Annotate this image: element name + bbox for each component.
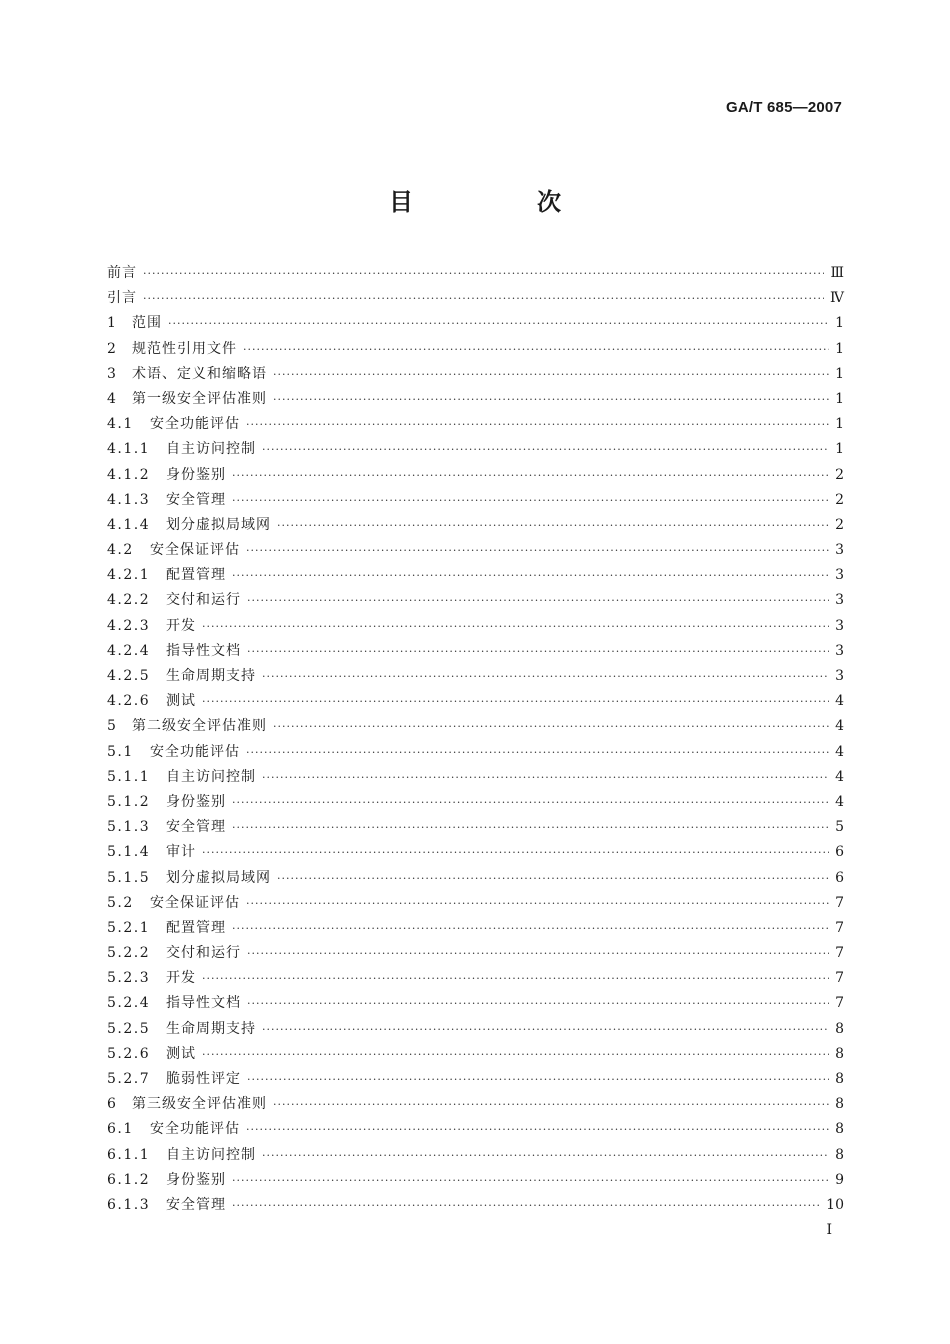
toc-entry-number: 5.2.5 — [107, 1020, 151, 1037]
toc-entry-title: 安全保证评估 — [150, 542, 240, 559]
toc-entry[interactable] — [107, 664, 844, 689]
toc-leader-dots — [262, 664, 829, 689]
standard-code: GA/T 685—2007 — [726, 99, 842, 116]
toc-leader-dots — [262, 437, 829, 462]
toc-entry-page: 8 — [835, 1096, 844, 1113]
toc-entry-label — [107, 815, 226, 840]
toc-entry-label — [107, 614, 196, 639]
toc-entry-title: 开发 — [166, 617, 196, 634]
toc-entry-label — [107, 991, 241, 1016]
toc-leader-dots — [247, 588, 829, 613]
toc-entry-page: 8 — [835, 1045, 844, 1062]
toc-entry-title: 安全功能评估 — [150, 1121, 240, 1138]
toc-entry-page: 7 — [835, 894, 844, 911]
toc-entry-number: 5.2.7 — [107, 1071, 151, 1087]
toc-entry-title: 第三级安全评估准则 — [132, 1096, 267, 1113]
toc-entry-page: 8 — [835, 1121, 844, 1138]
toc-entry-label — [107, 740, 240, 765]
toc-leader-dots — [232, 463, 829, 488]
toc-entry-title: 安全管理 — [166, 819, 226, 836]
toc-leader-dots — [247, 941, 829, 966]
toc-entry-title: 自主访问控制 — [166, 768, 256, 785]
toc-entry-title: 第二级安全评估准则 — [132, 718, 267, 735]
toc-leader-dots — [232, 790, 829, 815]
toc-leader-dots — [273, 714, 829, 739]
toc-entry-number: 5.1.1 — [107, 768, 151, 785]
toc-entry-number: 4.2.6 — [107, 693, 151, 710]
toc-entry-title: 身份鉴别 — [166, 793, 226, 810]
toc-entry-label — [107, 286, 137, 311]
toc-entry-title: 脆弱性评定 — [166, 1071, 241, 1087]
toc-entry-title: 术语、定义和缩略语 — [132, 365, 267, 382]
toc-entry-label — [107, 387, 267, 412]
toc-entry-number: 5.2.2 — [107, 945, 151, 962]
toc-entry-label — [107, 488, 226, 513]
toc-entry-page: 3 — [835, 542, 844, 559]
toc-entry-label — [107, 337, 237, 362]
toc-entry-title: 安全功能评估 — [150, 416, 240, 433]
toc-entry-page: 1 — [835, 340, 844, 357]
toc-entry-label — [107, 639, 241, 664]
toc-entry-title: 测试 — [166, 693, 196, 710]
toc-entry-label — [107, 866, 271, 891]
toc-leader-dots — [232, 1168, 829, 1193]
toc-entry-page: 4 — [835, 693, 844, 710]
toc-entry-number: 4.1.4 — [107, 516, 151, 533]
toc-entry-title: 安全功能评估 — [150, 743, 240, 760]
toc-entry-title: 身份鉴别 — [166, 1171, 226, 1188]
toc-leader-dots — [273, 362, 829, 387]
toc-entry[interactable] — [107, 412, 844, 437]
toc-leader-dots — [246, 538, 829, 563]
toc-entry-label — [107, 790, 226, 815]
toc-entry-page: 4 — [835, 793, 844, 810]
toc-entry-title: 生命周期支持 — [166, 668, 256, 684]
toc-entry[interactable] — [107, 1067, 844, 1092]
toc-entry-title: 前言 — [107, 265, 137, 281]
toc-entry-number: 6.1.3 — [107, 1196, 151, 1213]
toc-entry-page: 7 — [835, 945, 844, 962]
toc-leader-dots — [273, 387, 829, 412]
toc-leader-dots — [202, 840, 829, 865]
toc-leader-dots — [202, 966, 829, 991]
toc-entry-page: 9 — [835, 1171, 844, 1188]
toc-leader-dots — [247, 1067, 829, 1092]
toc-entry-page: 6 — [835, 844, 844, 861]
toc-entry-number: 4.1.1 — [107, 441, 151, 458]
toc-entry-number: 5.2.3 — [107, 970, 151, 987]
toc-entry-number: 5.2.4 — [107, 995, 151, 1012]
toc-entry-label — [107, 1117, 240, 1142]
toc-entry[interactable] — [107, 639, 844, 664]
toc-entry-label — [107, 689, 196, 714]
toc-entry-label — [107, 891, 240, 916]
toc-leader-dots — [232, 916, 829, 941]
toc-entry[interactable] — [107, 840, 844, 865]
toc-entry-number: 5.1.5 — [107, 869, 151, 886]
toc-entry[interactable] — [107, 740, 844, 765]
toc-entry-label — [107, 1193, 226, 1218]
toc-entry-page: 2 — [835, 466, 844, 483]
toc-entry[interactable] — [107, 1017, 844, 1042]
toc-entry-title: 引言 — [107, 290, 137, 307]
toc-entry-label — [107, 538, 240, 563]
toc-entry-label — [107, 1042, 196, 1067]
toc-entry-page: 7 — [835, 919, 844, 936]
toc-entry-title: 配置管理 — [166, 567, 226, 584]
toc-entry-number: 6.1 — [107, 1121, 134, 1138]
toc-entry-label — [107, 563, 226, 588]
toc-entry-title: 划分虚拟局域网 — [166, 869, 271, 886]
table-of-contents — [107, 261, 844, 1218]
toc-entry[interactable] — [107, 538, 844, 563]
toc-leader-dots — [246, 1117, 829, 1142]
toc-entry-label — [107, 840, 196, 865]
toc-entry-title: 配置管理 — [166, 919, 226, 936]
toc-entry[interactable] — [107, 362, 844, 387]
toc-entry[interactable] — [107, 991, 844, 1016]
toc-entry-number: 4.2.5 — [107, 668, 151, 684]
toc-entry-page: 2 — [835, 516, 844, 533]
toc-entry-number: 5.2.1 — [107, 919, 151, 936]
toc-entry-number: 5 — [107, 718, 118, 735]
toc-entry-label — [107, 941, 241, 966]
toc-entry-number: 5.1 — [107, 743, 134, 760]
toc-entry[interactable] — [107, 261, 844, 286]
toc-entry-page: 7 — [835, 995, 844, 1012]
toc-leader-dots — [202, 689, 829, 714]
toc-entry-number: 1 — [107, 315, 118, 332]
toc-leader-dots — [143, 286, 824, 311]
toc-entry[interactable] — [107, 765, 844, 790]
toc-entry[interactable] — [107, 387, 844, 412]
toc-entry-label — [107, 1092, 267, 1117]
toc-leader-dots — [277, 866, 829, 891]
toc-entry-number: 6.1.2 — [107, 1171, 151, 1188]
toc-entry-page: 8 — [835, 1020, 844, 1037]
toc-leader-dots — [232, 815, 829, 840]
toc-entry[interactable] — [107, 916, 844, 941]
toc-entry-number: 4.2 — [107, 542, 134, 559]
toc-leader-dots — [246, 412, 829, 437]
toc-leader-dots — [262, 765, 829, 790]
toc-entry-page: 1 — [835, 390, 844, 407]
toc-leader-dots — [262, 1143, 829, 1168]
toc-leader-dots — [232, 563, 829, 588]
page-title: 目 次 — [389, 188, 611, 216]
toc-entry-page: 2 — [835, 491, 844, 508]
toc-leader-dots — [247, 639, 829, 664]
toc-entry[interactable] — [107, 866, 844, 891]
toc-leader-dots — [246, 891, 829, 916]
toc-entry-number: 5.2.6 — [107, 1045, 151, 1062]
toc-entry-number: 3 — [107, 365, 118, 382]
toc-entry[interactable] — [107, 563, 844, 588]
toc-entry-page: 4 — [835, 743, 844, 760]
toc-entry-page: 3 — [835, 642, 844, 659]
toc-entry[interactable] — [107, 311, 844, 336]
toc-entry-title: 范围 — [132, 315, 162, 332]
toc-entry-title: 自主访问控制 — [166, 1146, 256, 1163]
toc-entry-number: 5.1.3 — [107, 819, 151, 836]
toc-entry-title: 身份鉴别 — [166, 466, 226, 483]
toc-entry[interactable] — [107, 337, 844, 362]
toc-entry-number: 4.2.3 — [107, 617, 151, 634]
toc-entry-number: 4.2.2 — [107, 592, 151, 609]
toc-entry-title: 开发 — [166, 970, 196, 987]
toc-entry-label — [107, 588, 241, 613]
toc-entry-page: 4 — [835, 718, 844, 735]
toc-entry-number: 5.1.2 — [107, 793, 151, 810]
toc-entry-label — [107, 1017, 256, 1042]
toc-entry-title: 规范性引用文件 — [132, 340, 237, 357]
toc-entry[interactable] — [107, 1117, 844, 1142]
toc-entry[interactable] — [107, 815, 844, 840]
toc-entry-number: 4.2.1 — [107, 567, 151, 584]
toc-entry-number: 4.1.2 — [107, 466, 151, 483]
toc-entry-page: 10 — [826, 1196, 844, 1213]
toc-entry-title: 交付和运行 — [166, 945, 241, 962]
toc-entry-page: 3 — [835, 592, 844, 609]
toc-entry-number: 4.2.4 — [107, 642, 151, 659]
toc-entry-label — [107, 714, 267, 739]
toc-entry-label — [107, 463, 226, 488]
toc-entry-title: 生命周期支持 — [166, 1020, 256, 1037]
toc-entry-number: 6 — [107, 1096, 118, 1113]
toc-entry[interactable] — [107, 286, 844, 311]
toc-leader-dots — [202, 614, 829, 639]
toc-leader-dots — [243, 337, 829, 362]
toc-entry[interactable] — [107, 588, 844, 613]
toc-entry-label — [107, 664, 256, 689]
toc-entry[interactable] — [107, 463, 844, 488]
toc-entry-label — [107, 437, 256, 462]
toc-entry-page: 6 — [835, 869, 844, 886]
toc-entry-number: 4.1.3 — [107, 491, 151, 508]
toc-entry[interactable] — [107, 1092, 844, 1117]
toc-entry-page: 4 — [835, 768, 844, 785]
toc-entry-label — [107, 765, 256, 790]
toc-entry-title: 交付和运行 — [166, 592, 241, 609]
toc-entry-number: 5.1.4 — [107, 844, 151, 861]
toc-entry-label — [107, 513, 271, 538]
toc-leader-dots — [277, 513, 829, 538]
toc-entry-page: 3 — [835, 567, 844, 584]
toc-entry[interactable] — [107, 966, 844, 991]
toc-entry-page: 1 — [835, 315, 844, 332]
page-number: I — [826, 1222, 832, 1238]
toc-leader-dots — [273, 1092, 829, 1117]
toc-entry[interactable] — [107, 689, 844, 714]
toc-entry[interactable] — [107, 437, 844, 462]
toc-entry[interactable] — [107, 488, 844, 513]
toc-entry-page: 5 — [835, 819, 844, 836]
toc-entry[interactable] — [107, 790, 844, 815]
toc-entry-page: 1 — [835, 365, 844, 382]
toc-entry-label — [107, 412, 240, 437]
toc-entry-page: 7 — [835, 970, 844, 987]
toc-entry-page: 3 — [835, 668, 844, 684]
toc-leader-dots — [232, 488, 829, 513]
toc-entry-page: Ⅲ — [830, 265, 844, 281]
toc-entry-number: 2 — [107, 340, 118, 357]
toc-entry[interactable] — [107, 1168, 844, 1193]
toc-entry-number: 5.2 — [107, 894, 134, 911]
toc-entry-label — [107, 966, 196, 991]
toc-entry-page: 8 — [835, 1071, 844, 1087]
toc-entry-title: 第一级安全评估准则 — [132, 390, 267, 407]
toc-entry-title: 指导性文档 — [166, 642, 241, 659]
toc-entry[interactable] — [107, 714, 844, 739]
toc-entry-label — [107, 261, 137, 286]
toc-entry[interactable] — [107, 941, 844, 966]
toc-entry-page: Ⅳ — [830, 290, 844, 307]
toc-entry[interactable] — [107, 1143, 844, 1168]
toc-entry-title: 审计 — [166, 844, 196, 861]
toc-entry-label — [107, 916, 226, 941]
toc-entry[interactable] — [107, 513, 844, 538]
toc-entry-title: 划分虚拟局域网 — [166, 516, 271, 533]
toc-entry-label — [107, 1168, 226, 1193]
toc-entry[interactable] — [107, 1042, 844, 1067]
toc-leader-dots — [247, 991, 829, 1016]
toc-entry-title: 安全管理 — [166, 1196, 226, 1213]
toc-leader-dots — [246, 740, 829, 765]
toc-entry-page: 3 — [835, 617, 844, 634]
toc-entry-number: 4 — [107, 390, 118, 407]
toc-entry-label — [107, 311, 162, 336]
toc-entry[interactable] — [107, 891, 844, 916]
toc-entry-label — [107, 1067, 241, 1092]
toc-entry-page: 1 — [835, 441, 844, 458]
toc-entry-title: 安全管理 — [166, 491, 226, 508]
toc-entry[interactable] — [107, 1193, 844, 1218]
toc-leader-dots — [202, 1042, 829, 1067]
toc-entry-number: 6.1.1 — [107, 1146, 151, 1163]
toc-entry-title: 指导性文档 — [166, 995, 241, 1012]
toc-leader-dots — [143, 261, 824, 286]
toc-entry-title: 自主访问控制 — [166, 441, 256, 458]
toc-entry-page: 8 — [835, 1146, 844, 1163]
toc-entry-label — [107, 362, 267, 387]
toc-entry-title: 测试 — [166, 1045, 196, 1062]
toc-entry-page: 1 — [835, 416, 844, 433]
toc-entry-number: 4.1 — [107, 416, 134, 433]
toc-leader-dots — [262, 1017, 829, 1042]
toc-leader-dots — [232, 1193, 820, 1218]
toc-entry[interactable] — [107, 614, 844, 639]
toc-entry-label — [107, 1143, 256, 1168]
toc-entry-title: 安全保证评估 — [150, 894, 240, 911]
toc-leader-dots — [168, 311, 829, 336]
